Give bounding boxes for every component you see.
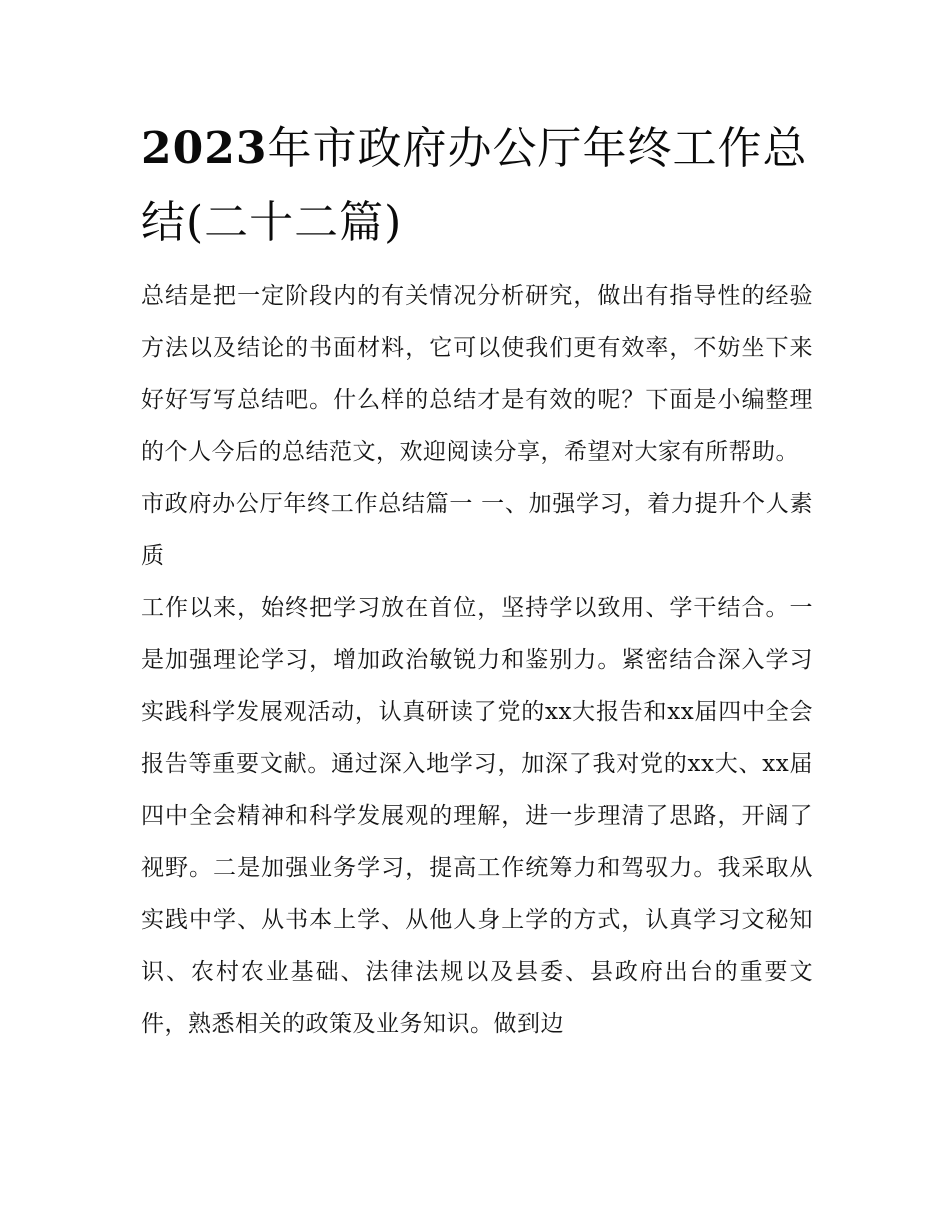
document-body [141, 112, 813, 1050]
body-paragraph: 工作以来，始终把学习放在首位，坚持学以致用、学干结合。一是加强理论学习，增加政治敏锐力和鉴别力。紧密结合深入学习实践科学发展观活动，认真研读了党的xx大报告和xx届四中全会报告等重要文献。通过深入地学习，加深了我对党的xx大、xx届四中全会精神和科学发展观的理解，进一步理清了思路，开阔了视野。二是加强业务学习，提高工作统筹力和驾驭力。我采取从实践中学、从书本上学、从他人身上学的方式，认真学习文秘知识、农村农业基础、法律法规以及县委、县政府出台的重要文件，熟悉相关的政策及业务知识。做到边 [141, 595, 813, 1037]
title-year: 2023 [141, 123, 268, 174]
section-heading-paragraph: 市政府办公厅年终工作总结篇一 一、加强学习，着力提升个人素质 [141, 491, 813, 569]
intro-paragraph: 总结是把一定阶段内的有关情况分析研究，做出有指导性的经验方法以及结论的书面材料，它可以使我们更有效率，不妨坐下来好好写写总结吧。什么样的总结才是有效的呢？下面是小编整理的个人今后的总结范文，欢迎阅读分享，希望对大家有所帮助。 [141, 283, 813, 465]
document-title [141, 112, 813, 260]
title-text: 年市政府办公厅年终工作总结(二十二篇) [141, 123, 808, 248]
